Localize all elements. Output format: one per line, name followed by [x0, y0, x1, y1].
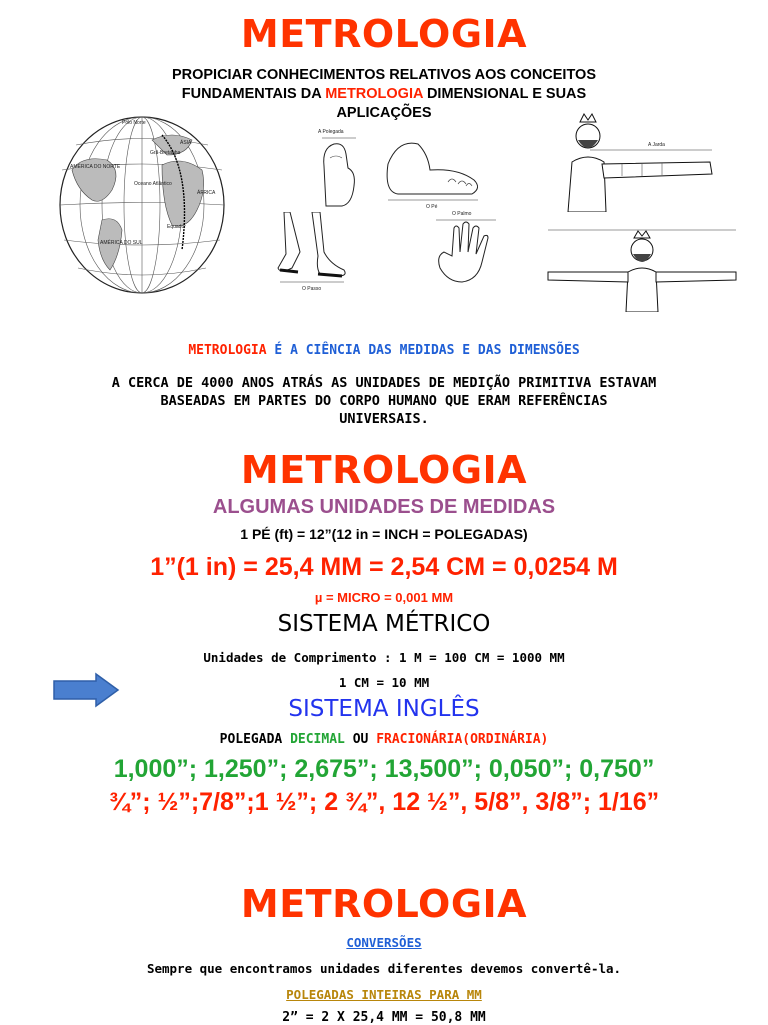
thumb-figure — [312, 126, 368, 208]
page1-title: METROLOGIA — [240, 12, 528, 56]
subtitle-text: FUNDAMENTAIS DA — [181, 86, 326, 102]
subtitle-highlight: METROLOGIA — [325, 86, 423, 102]
inch-types-decimal: DECIMAL — [290, 732, 345, 747]
globe-figure — [52, 110, 232, 300]
metric-line-1: Unidades de Comprimento : 1 M = 100 CM = 1000 MM — [203, 650, 565, 665]
history-paragraph — [0, 374, 768, 428]
fathom-figure — [544, 218, 740, 312]
globe-label-north-america: AMÉRICA DO NORTE — [70, 164, 121, 170]
metric-line-2: 1 CM = 10 MM — [338, 675, 430, 690]
subtitle-line-1: PROPICIAR CONHECIMENTOS RELATIVOS AOS CONCEITOS — [171, 67, 597, 83]
inch-conversion: 1”(1 in) = 25,4 MM = 2,54 CM = 0,0254 M — [150, 553, 618, 581]
globe-label-gb: Grã-Bretanha — [150, 150, 181, 156]
palm-figure — [430, 208, 502, 290]
subtitle-text: DIMENSIONAL E SUAS — [422, 86, 587, 102]
definition-highlight: METROLOGIA — [188, 343, 267, 358]
label-palmo: O Palmo — [452, 211, 472, 217]
inch-types-fraction: FRACIONÁRIA(ORDINÁRIA) — [376, 732, 549, 747]
history-line-2: BASEADAS EM PARTES DO CORPO HUMANO QUE ERAM REFERÊNCIAS — [160, 393, 608, 409]
inches-to-mm-title: POLEGADAS INTEIRAS PARA MM — [286, 987, 482, 1002]
definition-text: É A CIÊNCIA DAS MEDIDAS E DAS DIMENSÕES — [266, 343, 580, 358]
globe-label-africa: ÁFRICA — [197, 190, 216, 196]
inch-types — [0, 732, 768, 747]
foot-definition: 1 PÉ (ft) = 12”(12 in = INCH = POLEGADAS) — [240, 526, 528, 542]
conversion-example: 2” = 2 X 25,4 MM = 50,8 MM — [282, 1010, 486, 1025]
inch-types-text: POLEGADA — [219, 732, 291, 747]
globe-label-south-america: AMÉRICA DO SUL — [100, 240, 143, 246]
definition — [0, 343, 768, 358]
english-system-title: SISTEMA INGLÊS — [288, 696, 480, 722]
history-line-3: UNIVERSAIS. — [339, 411, 429, 427]
subtitle-line-2 — [0, 85, 768, 104]
conversions-section-title: CONVERSÕES — [346, 935, 422, 950]
label-jarda: A Jarda — [648, 142, 665, 148]
decimal-examples: 1,000”; 1,250”; 2,675”; 13,500”; 0,050”; 0,750” — [113, 755, 655, 783]
globe-label-north-pole: Pólo Norte — [122, 120, 146, 126]
globe-label-atlantic: Oceano Atlântico — [134, 181, 172, 187]
page2-title: METROLOGIA — [240, 448, 528, 492]
globe-label-asia: ÁSIA — [180, 140, 192, 146]
step-figure — [272, 212, 354, 292]
label-pe: O Pé — [426, 204, 438, 210]
inch-types-text: OU — [344, 732, 377, 747]
micro-definition: µ = MICRO = 0,001 MM — [314, 590, 454, 605]
page3-title: METROLOGIA — [240, 882, 528, 926]
history-line-1: A CERCA DE 4000 ANOS ATRÁS AS UNIDADES DE MEDIÇÃO PRIMITIVA ESTAVAM — [111, 375, 657, 391]
globe-label-equator: Equador — [167, 224, 186, 230]
subtitle-line-3: APLICAÇÕES — [336, 105, 432, 121]
label-polegada: A Polegada — [318, 129, 344, 135]
metric-system-title: SISTEMA MÉTRICO — [277, 611, 491, 637]
yard-figure — [562, 112, 722, 212]
label-passo: O Passo — [302, 286, 322, 292]
fraction-examples: ¾”; ½”;7/8”;1 ½”; 2 ¾”, 12 ½”, 5/8”, 3/8”; 1/16” — [108, 788, 660, 816]
foot-figure — [378, 134, 488, 210]
conversion-note: Sempre que encontramos unidades diferentes devemos convertê-la. — [146, 961, 622, 976]
units-section-title: ALGUMAS UNIDADES DE MEDIDAS — [212, 496, 556, 518]
